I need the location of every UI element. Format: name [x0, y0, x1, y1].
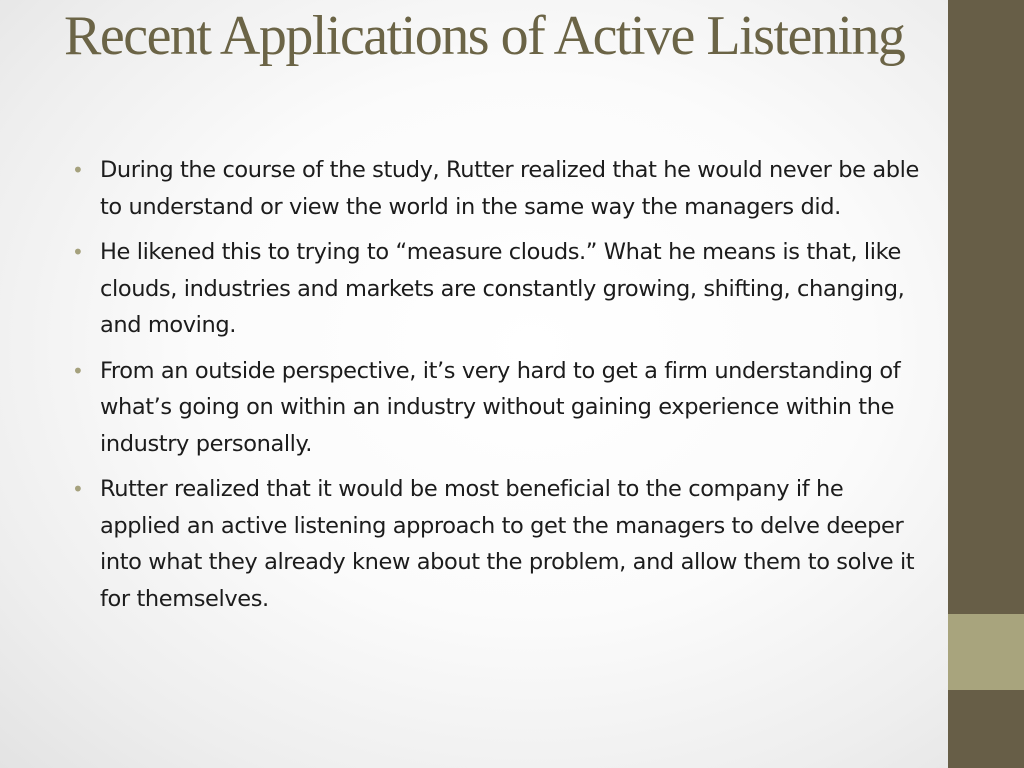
bullet-text: From an outside perspective, it’s very hard to get a firm understanding of what’s going on within an industry without gaining experience within the industry personally.: [100, 357, 901, 457]
slide-title: Recent Applications of Active Listening: [64, 5, 905, 67]
bullet-text: He likened this to trying to “measure clouds.” What he means is that, like clouds, industries and markets are constantly growing, shifting, changing, and moving.: [100, 239, 905, 338]
bullet-icon: •: [72, 240, 84, 264]
bullet-item: [72, 353, 922, 463]
bullet-icon: •: [72, 358, 84, 383]
bullet-text: During the course of the study, Rutter realized that he would never be able to understand or view the world in the same way the managers did.: [100, 157, 919, 220]
sidebar-decoration: [948, 0, 1024, 768]
bullet-text: Rutter realized that it would be most beneficial to the company if he applied an active listening approach to get the managers to delve deeper into what they already knew about the problem, and allow them to solve it for themselves.: [100, 476, 915, 612]
bullet-item: [72, 152, 922, 225]
bullet-list: [72, 152, 922, 626]
bullet-icon: •: [72, 158, 84, 182]
bullet-item: [72, 234, 922, 344]
bullet-icon: •: [72, 477, 84, 501]
bullet-item: [72, 471, 922, 617]
sidebar-accent-block: [948, 614, 1024, 690]
